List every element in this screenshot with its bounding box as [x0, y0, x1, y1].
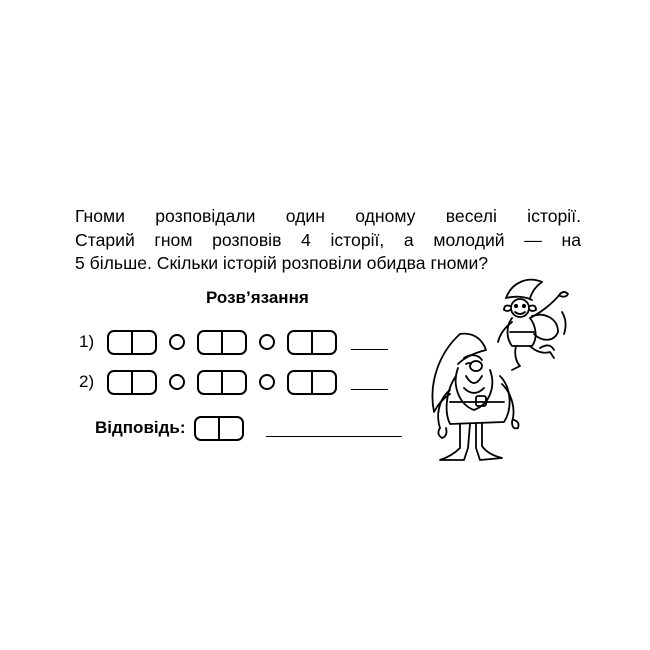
number-box[interactable] [287, 330, 337, 355]
young-gnome-icon [498, 280, 568, 370]
digit-cell[interactable] [289, 372, 311, 393]
answer-row [95, 413, 402, 443]
operator-circle[interactable] [169, 334, 185, 350]
gnomes-illustration-icon [420, 272, 585, 472]
step-number: 1) [79, 332, 95, 351]
problem-line-2: Старий гном розповів 4 історії, а молодий — на [75, 229, 581, 250]
digit-cell[interactable] [131, 372, 155, 393]
digit-cell[interactable] [109, 332, 131, 353]
number-box[interactable] [197, 330, 247, 355]
unit-blank[interactable] [351, 335, 388, 350]
solution-step-1 [79, 327, 388, 357]
operator-circle[interactable] [259, 374, 275, 390]
digit-cell[interactable] [199, 332, 221, 353]
operator-circle[interactable] [169, 374, 185, 390]
digit-cell[interactable] [289, 332, 311, 353]
digit-cell[interactable] [221, 372, 245, 393]
problem-line-3: 5 більше. Скільки історій розповіли обидва гноми? [75, 253, 489, 273]
digit-cell[interactable] [131, 332, 155, 353]
digit-cell[interactable] [196, 418, 218, 439]
digit-cell[interactable] [218, 418, 242, 439]
step-number: 2) [79, 372, 95, 391]
operator-circle[interactable] [259, 334, 275, 350]
problem-text [75, 205, 581, 276]
solution-step-2 [79, 367, 388, 397]
answer-blank[interactable] [266, 420, 402, 437]
digit-cell[interactable] [311, 332, 335, 353]
old-gnome-icon [432, 334, 518, 460]
number-box[interactable] [107, 370, 157, 395]
number-box[interactable] [287, 370, 337, 395]
answer-label: Відповідь: [95, 418, 186, 437]
digit-cell[interactable] [199, 372, 221, 393]
digit-cell[interactable] [311, 372, 335, 393]
number-box[interactable] [107, 330, 157, 355]
digit-cell[interactable] [221, 332, 245, 353]
solution-title: Розв’язання [206, 288, 309, 307]
number-box[interactable] [197, 370, 247, 395]
digit-cell[interactable] [109, 372, 131, 393]
unit-blank[interactable] [351, 375, 388, 390]
problem-line-1: Гноми розповідали один одному веселі історії. [75, 206, 581, 226]
answer-number-box[interactable] [194, 416, 244, 441]
